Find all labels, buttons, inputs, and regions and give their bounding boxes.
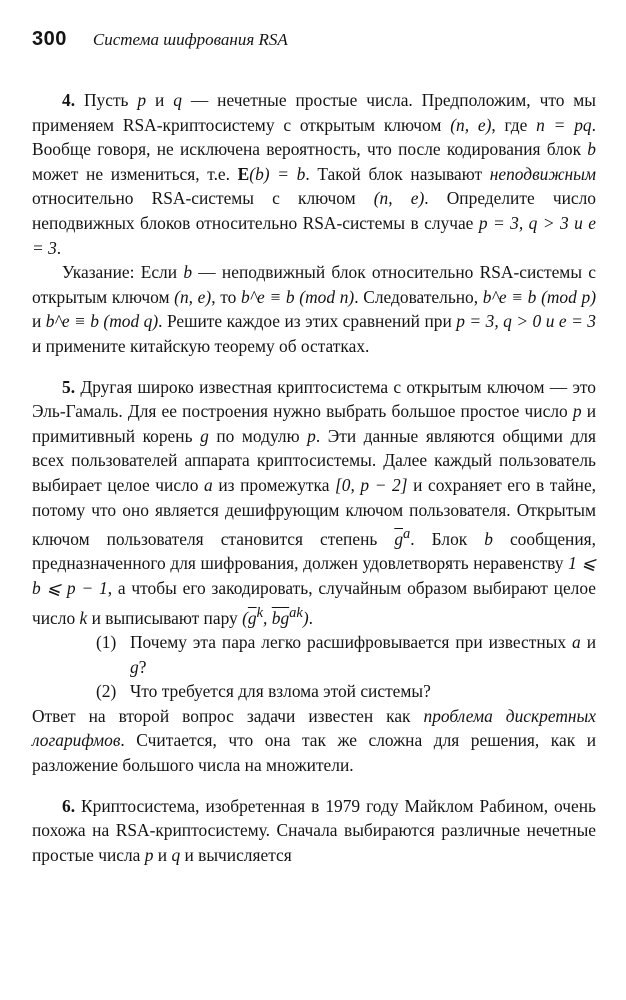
math-expr: p = 3, q > 3 и e = 3 [32, 212, 596, 258]
text: — нечетные простые числа. Предположим, что мы применяем RSA-криптосистему с открытым ключом [32, 90, 596, 135]
text: ? [138, 656, 147, 677]
list-item-label: (1) [96, 632, 117, 653]
math-var: $\overline{g}$ [394, 528, 404, 549]
math-var: $\overline{g}$ [247, 607, 257, 628]
hint-label: Указание: [62, 262, 135, 283]
text: относительно RSA-системы с ключом [32, 188, 374, 209]
math-var: p [137, 90, 147, 110]
math-congruence: b^e ≡ b (mod q) [45, 311, 159, 332]
text: по модулю [208, 425, 308, 446]
problem-4 [32, 88, 596, 260]
hint-paragraph [32, 260, 596, 358]
math-expr: (n, e) [450, 114, 492, 135]
math-expr: n = pq [536, 114, 592, 135]
text: может не измениться, т.е. [32, 163, 238, 184]
text: . Блок [410, 528, 485, 549]
math-congruence: b^e ≡ b (mod n) [241, 286, 355, 307]
text: . Решите каждое из этих сравнений при [158, 311, 457, 332]
math-sep: , [263, 607, 272, 628]
problem-5 [32, 375, 596, 631]
math-var: q [171, 844, 181, 865]
text: и примитивный корень [32, 401, 596, 446]
problem-6 [32, 794, 596, 868]
page-number: 300 [32, 28, 67, 50]
math-var: g [200, 425, 209, 446]
list-item-label: (2) [96, 681, 117, 702]
math-var: p [307, 425, 316, 446]
question-list [32, 630, 596, 704]
text: . Следовательно, [354, 286, 483, 307]
text: Пусть [75, 90, 138, 110]
problem-number: 6. [62, 795, 76, 816]
math-var: g [130, 656, 139, 677]
answer-paragraph [32, 704, 596, 778]
text: , а чтобы его закодировать, случайным образом выбирают целое число [32, 578, 596, 628]
defined-term: проблема дискретных логарифмов [32, 705, 597, 751]
text: и выписывают пару [87, 607, 243, 628]
text: и вычисляется [180, 844, 292, 865]
math-var: a [204, 474, 213, 495]
math-var: b [484, 528, 493, 549]
problem-number: 5. [62, 376, 76, 397]
text: и [580, 632, 597, 653]
problem-5-block [32, 375, 596, 778]
math-expr: (n, e) [174, 286, 212, 307]
math-expr: (n, e) [373, 188, 425, 209]
text: . Такой блок называют [305, 163, 490, 184]
text: Что требуется для взлома этой системы? [130, 681, 431, 702]
running-title: Система шифрования RSA [92, 30, 288, 49]
math-expr: (b) = b [249, 163, 306, 184]
text: . Определите число неподвижных блоков относительно RSA-системы в случае [32, 188, 596, 233]
text: Криптосистема, изобретенная в 1979 году Майклом Рабином, очень похожа на RSA-криптосистему. Сначала выбираются различные нечетные простые числа [32, 795, 596, 865]
math-var: k [79, 607, 88, 628]
text: . [308, 607, 313, 628]
text: , то [211, 286, 242, 307]
text: Если [134, 262, 184, 283]
math-var: $\overline{b}$ [271, 607, 281, 628]
running-header [32, 28, 596, 56]
problem-number: 4. [62, 90, 76, 110]
math-expr: 1 ⩽ b ⩽ p − 1 [32, 553, 596, 599]
math-var: p [572, 401, 582, 422]
defined-term: неподвижным [489, 163, 596, 184]
math-expr: p = 3, q > 0 и e = 3 [456, 311, 597, 332]
text: и сохраняет его в тайне, потому что оно является дешифрующим ключом пользователя. Открытым ключом пользователя становится степень [32, 474, 597, 549]
text: Почему эта пара легко расшифровывается при известных [130, 632, 573, 653]
text: — неподвижный блок относительно RSA-системы с открытым ключом [32, 262, 596, 307]
math-symbol: E [237, 163, 250, 184]
math-exponent: a [403, 526, 411, 543]
math-var: q [173, 90, 182, 110]
list-item [32, 630, 596, 679]
math-var: a [572, 632, 581, 653]
text: и [32, 311, 46, 332]
math-exponent: k [256, 604, 264, 621]
math-var: b [587, 139, 596, 160]
text: . Эти данные являются общими для всех пользователей аппарата криптосистемы. Далее каждый пользователь выбирает целое число [32, 425, 596, 495]
text: Ответ на второй вопрос задачи известен как [32, 705, 424, 726]
math-congruence: b^e ≡ b (mod p) [482, 286, 596, 307]
text: , где [491, 114, 537, 135]
math-var: $\overline{g}$ [280, 607, 290, 628]
text: . Считается, что она так же сложна для решения, как и разложение большого числа на множители. [32, 730, 596, 776]
text: и примените китайскую теорему об остатках. [32, 335, 370, 356]
math-var: p [144, 844, 154, 865]
problem-6-block [32, 794, 596, 868]
math-expr: [0, p − 2] [335, 474, 408, 495]
text: и [153, 844, 172, 865]
list-item [32, 679, 596, 704]
math-paren: ( [242, 607, 248, 628]
text: из промежутка [212, 474, 336, 495]
page-body [32, 88, 596, 867]
math-paren: ) [302, 607, 309, 628]
text: и [146, 90, 174, 110]
text: Другая широко известная криптосистема с открытым ключом — это Эль-Гамаль. Для ее построения нужно выбрать большое простое число [32, 376, 596, 422]
math-exponent: ak [289, 604, 303, 621]
math-var: b [183, 262, 193, 283]
text: . Вообще говоря, не исключена вероятность, что после кодирования блок [32, 114, 596, 160]
text: . [56, 237, 62, 258]
text: сообщения, предназначенного для шифрования, должен удовлетворять неравенству [32, 528, 596, 574]
